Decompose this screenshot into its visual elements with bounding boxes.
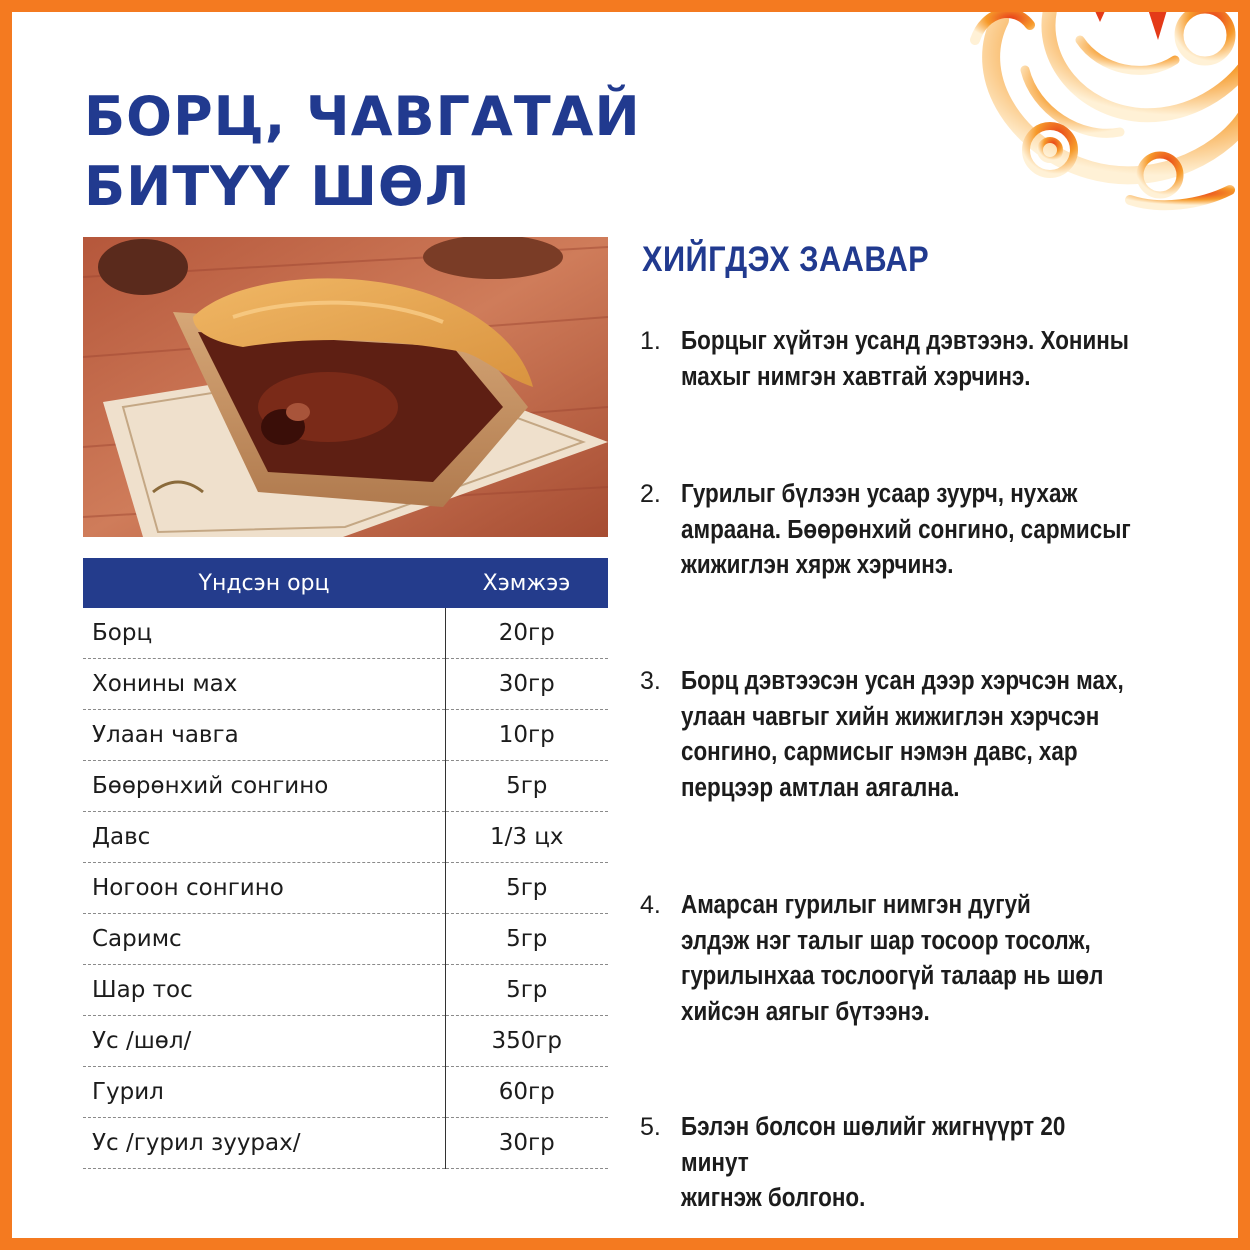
ingredient-amount: 20гр bbox=[445, 608, 608, 659]
step-number: 1. bbox=[640, 327, 661, 355]
ingredient-amount: 30гр bbox=[445, 659, 608, 710]
table-row bbox=[83, 608, 608, 659]
ingredient-name: Ногоон сонгино bbox=[83, 863, 445, 914]
instruction-step bbox=[640, 664, 1200, 806]
table-row bbox=[83, 812, 608, 863]
step-text bbox=[681, 664, 1138, 806]
title-line-1: БОРЦ, ЧАВГАТАЙ bbox=[84, 85, 641, 148]
ingredient-amount: 10гр bbox=[445, 710, 608, 761]
table-row bbox=[83, 1118, 608, 1169]
step-line: амраана. Бөөрөнхий сонгино, сармисыг bbox=[680, 515, 1131, 544]
instruction-step bbox=[640, 477, 1200, 584]
header-amount: Хэмжээ bbox=[445, 558, 608, 608]
ingredient-amount: 30гр bbox=[445, 1118, 608, 1169]
ingredients-table-body bbox=[83, 608, 608, 1169]
ingredient-amount: 5гр bbox=[445, 863, 608, 914]
ingredient-amount: 350гр bbox=[445, 1016, 608, 1067]
step-number: 5. bbox=[640, 1113, 661, 1141]
table-row bbox=[83, 710, 608, 761]
step-line: жигнэж болгоно. bbox=[680, 1184, 866, 1212]
step-text bbox=[681, 1110, 1138, 1217]
recipe-title bbox=[84, 82, 641, 222]
ingredient-name: Гурил bbox=[83, 1067, 445, 1118]
instructions-heading: ХИЙГДЭХ ЗААВАР bbox=[642, 240, 930, 279]
instruction-step bbox=[640, 888, 1200, 1030]
table-row bbox=[83, 1016, 608, 1067]
step-line: улаан чавгыг хийн жижиглэн хэрчсэн bbox=[680, 702, 1100, 731]
step-text bbox=[681, 477, 1138, 584]
ingredient-name: Борц bbox=[83, 608, 445, 659]
step-number: 2. bbox=[640, 480, 661, 508]
step-line: Гурилыг бүлээн усаар зуурч, нухаж bbox=[680, 480, 1078, 508]
step-line: махыг нимгэн хавтгай хэрчинэ. bbox=[680, 362, 1031, 391]
step-line: хийсэн аягыг бүтээнэ. bbox=[680, 997, 930, 1026]
step-line: гурилынхаа тослоогүй талаар нь шөл bbox=[680, 962, 1104, 990]
ingredient-amount: 5гр bbox=[445, 761, 608, 812]
ingredient-amount: 1/3 цх bbox=[445, 812, 608, 863]
ornament-decoration bbox=[930, 0, 1250, 215]
step-line: элдэж нэг талыг шар тосоор тосолж, bbox=[680, 926, 1091, 955]
table-row bbox=[83, 965, 608, 1016]
table-row bbox=[83, 659, 608, 710]
ingredient-name: Улаан чавга bbox=[83, 710, 445, 761]
ingredient-amount: 5гр bbox=[445, 965, 608, 1016]
instruction-step bbox=[640, 1110, 1200, 1217]
step-line: сонгино, сармисыг нэмэн давс, хар bbox=[680, 738, 1078, 766]
ingredient-name: Бөөрөнхий сонгино bbox=[83, 761, 445, 812]
title-line-2: БИТҮҮ ШӨЛ bbox=[84, 155, 471, 218]
step-number: 3. bbox=[640, 667, 661, 695]
step-number: 4. bbox=[640, 891, 661, 919]
ingredient-name: Ус /гурил зуурах/ bbox=[83, 1118, 445, 1169]
step-text bbox=[681, 888, 1138, 1030]
ingredient-amount: 60гр bbox=[445, 1067, 608, 1118]
table-row bbox=[83, 914, 608, 965]
ingredient-name: Саримс bbox=[83, 914, 445, 965]
step-line: Амарсан гурилыг нимгэн дугуй bbox=[680, 891, 1031, 919]
table-row bbox=[83, 1067, 608, 1118]
step-line: Борцыг хүйтэн усанд дэвтээнэ. Хонины bbox=[680, 327, 1129, 355]
ingredient-name: Ус /шөл/ bbox=[83, 1016, 445, 1067]
table-row bbox=[83, 863, 608, 914]
step-text bbox=[681, 324, 1138, 395]
step-line: Бэлэн болсон шөлийг жигнүүрт 20 минут bbox=[680, 1113, 1066, 1177]
ingredient-name: Давс bbox=[83, 812, 445, 863]
table-header-row bbox=[83, 558, 608, 608]
header-ingredient: Үндсэн орц bbox=[83, 558, 445, 608]
dish-photo bbox=[83, 237, 608, 537]
ingredient-name: Хонины мах bbox=[83, 659, 445, 710]
step-line: Борц дэвтээсэн усан дээр хэрчсэн мах, bbox=[680, 667, 1124, 695]
step-line: жижиглэн хярж хэрчинэ. bbox=[680, 551, 954, 579]
ingredients-table bbox=[83, 558, 608, 1169]
instruction-step bbox=[640, 324, 1200, 395]
step-line: перцээр амтлан аягална. bbox=[680, 773, 960, 802]
ingredient-name: Шар тос bbox=[83, 965, 445, 1016]
table-row bbox=[83, 761, 608, 812]
ingredient-amount: 5гр bbox=[445, 914, 608, 965]
